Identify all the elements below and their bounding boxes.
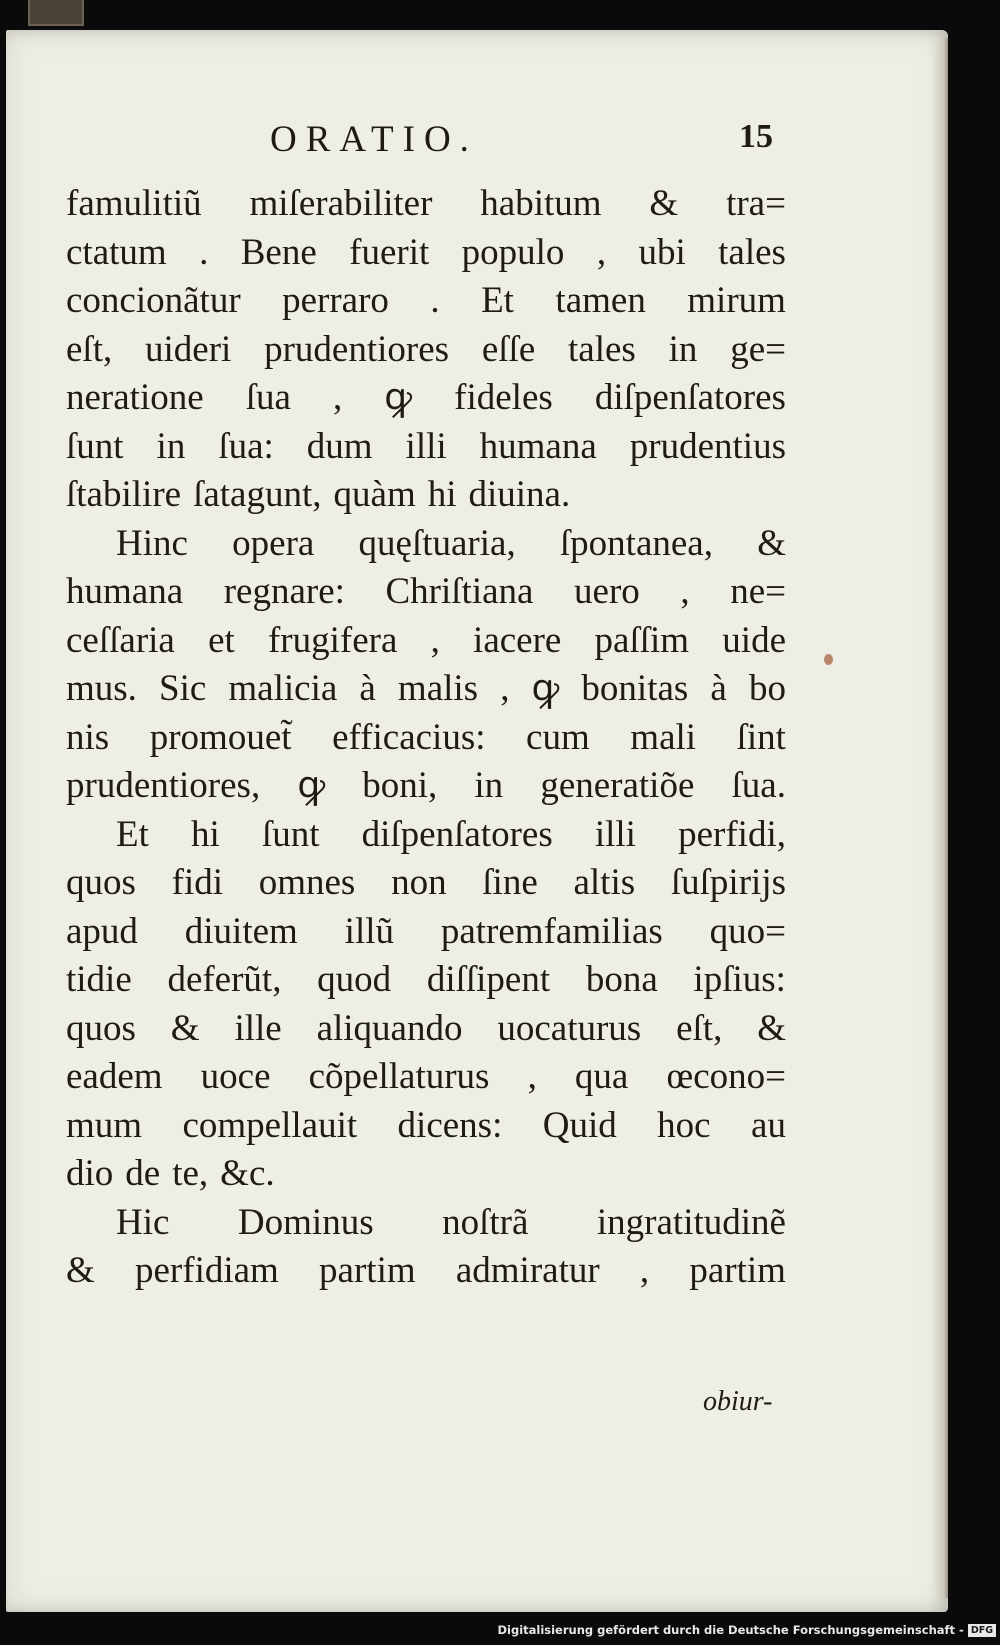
- word: prudentiores,: [66, 765, 261, 806]
- word: Sic: [159, 668, 207, 709]
- word: ge=: [730, 328, 786, 370]
- text-line: [66, 423, 786, 472]
- word: diſpenſatores: [594, 377, 786, 418]
- word: quos: [66, 1007, 136, 1049]
- word: Hinc: [116, 522, 188, 564]
- text-line: [66, 229, 786, 278]
- text-line: [66, 859, 786, 908]
- word: quàm: [333, 474, 416, 515]
- word: ipſius:: [693, 959, 786, 1000]
- word: ,: [332, 377, 343, 418]
- word: neratione: [66, 377, 204, 418]
- word: uide: [722, 619, 786, 661]
- word: à: [359, 668, 376, 709]
- word: Bene: [240, 231, 317, 273]
- word: à: [710, 668, 727, 709]
- text-line: [66, 714, 786, 763]
- word: eadem: [66, 1056, 163, 1097]
- text-line: [66, 326, 786, 375]
- word: partim: [319, 1250, 416, 1291]
- word: ſuſpirijs: [670, 862, 786, 903]
- word: ,: [430, 619, 440, 661]
- word: prudentiores: [264, 328, 450, 370]
- word: diuitem: [184, 910, 298, 952]
- word: non: [391, 862, 447, 903]
- word: humana: [66, 571, 184, 612]
- word: concionãtur: [66, 280, 241, 321]
- text-line: [66, 908, 786, 957]
- word: ubi: [638, 231, 686, 273]
- word: habitum: [480, 183, 602, 224]
- word: &: [170, 1007, 200, 1049]
- word: tidie: [66, 959, 132, 1000]
- word: efficacius:: [332, 716, 486, 758]
- word: ,: [527, 1056, 537, 1097]
- word: miſerabiliter: [249, 183, 433, 224]
- word: quęſtuaria,: [358, 522, 516, 564]
- word: opera: [232, 522, 315, 564]
- word: diſſipent: [426, 959, 551, 1000]
- word: apud: [66, 910, 138, 952]
- word: ſua:: [218, 425, 274, 467]
- word: iacere: [473, 619, 562, 661]
- word: fideles: [454, 377, 553, 418]
- word: illũ: [344, 910, 395, 952]
- word: &: [66, 1250, 95, 1291]
- word: ꝙ: [297, 765, 326, 806]
- word: &: [757, 522, 786, 564]
- catchword: obiur-: [703, 1386, 773, 1417]
- word: malicia: [228, 668, 338, 709]
- word: Dominus: [237, 1201, 374, 1243]
- word: Chriſtiana: [385, 571, 534, 612]
- word: hi: [427, 474, 457, 515]
- word: ſua.: [731, 765, 786, 806]
- word: illi: [405, 425, 447, 467]
- word: Quid: [542, 1104, 617, 1146]
- book-page: [6, 30, 948, 1612]
- word: ſpontanea,: [559, 522, 713, 564]
- text-line: [66, 180, 786, 229]
- footer: [497, 1621, 996, 1639]
- folio-number: 15: [739, 118, 773, 155]
- word: deferũt,: [167, 959, 282, 1000]
- word: aliquando: [316, 1007, 463, 1049]
- word: illi: [594, 813, 636, 855]
- word: malis: [397, 668, 479, 709]
- word: uero: [574, 571, 640, 612]
- word: ille: [234, 1007, 282, 1049]
- word: mum: [66, 1104, 143, 1146]
- word: cõpellaturus: [308, 1056, 490, 1097]
- running-head: ORATIO.: [270, 119, 478, 160]
- word: altis: [573, 862, 636, 903]
- text-line: [66, 1053, 786, 1102]
- text-line: [66, 277, 786, 326]
- word: ꝙ: [384, 377, 413, 418]
- word: fuerit: [349, 231, 430, 273]
- word: patremfamilias: [440, 910, 663, 952]
- text-line: [66, 568, 786, 617]
- ink-spot: [824, 654, 833, 665]
- word: ne=: [730, 571, 786, 612]
- text-line: [66, 1199, 786, 1248]
- word: tales: [568, 328, 636, 370]
- word: te,: [172, 1153, 209, 1194]
- word: mus.: [66, 668, 137, 709]
- word: qua: [574, 1056, 629, 1097]
- word: ſunt: [66, 425, 124, 467]
- text-line: [66, 956, 786, 1005]
- word: œcono=: [666, 1056, 786, 1097]
- word: ceſſaria: [66, 619, 175, 661]
- word: partim: [689, 1250, 786, 1291]
- word: uocaturus: [497, 1007, 642, 1049]
- word: tales: [718, 231, 786, 273]
- text-line: [66, 617, 786, 666]
- word: dio: [66, 1153, 114, 1194]
- word: noſtrã: [442, 1201, 529, 1243]
- word: quo=: [709, 910, 786, 952]
- word: Et: [481, 280, 514, 321]
- word: &: [757, 1007, 786, 1049]
- word: paſſim: [594, 619, 690, 661]
- word: ſatagunt,: [193, 474, 322, 515]
- word: &c.: [220, 1153, 275, 1194]
- word: Et: [116, 813, 149, 855]
- word: ſua: [245, 377, 291, 418]
- word: .: [430, 280, 440, 321]
- text-line: [66, 1102, 786, 1151]
- word: uoce: [200, 1056, 271, 1097]
- word: ꝙ: [531, 668, 560, 709]
- word: perfidiam: [135, 1250, 279, 1291]
- word: admiratur: [455, 1250, 600, 1291]
- text-line: [66, 1005, 786, 1054]
- text-line: [66, 762, 786, 811]
- text-line: [66, 665, 786, 714]
- word: hoc: [657, 1104, 711, 1146]
- word: humana: [479, 425, 597, 467]
- word: tamen: [555, 280, 646, 321]
- word: fidi: [171, 862, 224, 903]
- word: bonitas: [581, 668, 689, 709]
- word: dum: [306, 425, 373, 467]
- word: bona: [585, 959, 658, 1000]
- word: diuina.: [468, 474, 571, 515]
- word: ,: [500, 668, 510, 709]
- word: .: [199, 231, 209, 273]
- word: quos: [66, 862, 136, 903]
- word: ſint: [736, 716, 786, 758]
- word: ſunt: [261, 813, 320, 855]
- word: in: [156, 425, 186, 467]
- word: ,: [596, 231, 607, 273]
- page-header: [6, 118, 948, 168]
- word: quod: [317, 959, 392, 1000]
- word: populo: [461, 231, 565, 273]
- word: ſine: [482, 862, 538, 903]
- body-text: [66, 180, 786, 1296]
- word: prudentius: [629, 425, 786, 467]
- word: omnes: [258, 862, 356, 903]
- word: et: [208, 619, 235, 661]
- text-line: [66, 471, 786, 520]
- footer-credit: Digitalisierung gefördert durch die Deutsche Forschungsgemeinschaft -: [497, 1623, 964, 1637]
- word: perraro: [282, 280, 389, 321]
- page-edge: [934, 38, 948, 1598]
- word: boni,: [362, 765, 438, 806]
- word: mirum: [687, 280, 786, 321]
- word: nis: [66, 716, 110, 758]
- word: bo: [748, 668, 786, 709]
- word: eſt,: [676, 1007, 723, 1049]
- text-line: [66, 811, 786, 860]
- word: de: [125, 1153, 161, 1194]
- word: dicens:: [397, 1104, 503, 1146]
- text-line: [66, 520, 786, 569]
- word: frugifera: [267, 619, 398, 661]
- word: perfidi,: [678, 813, 786, 855]
- word: promouet̃: [149, 716, 292, 758]
- word: tra=: [726, 183, 786, 224]
- word: ingratitudinẽ: [596, 1201, 786, 1243]
- word: &: [649, 183, 679, 224]
- word: eſſe: [481, 328, 536, 370]
- word: diſpenſatores: [361, 813, 553, 855]
- word: ſtabilire: [66, 474, 182, 515]
- word: in: [474, 765, 504, 806]
- word: regnare:: [223, 571, 345, 612]
- word: compellauit: [182, 1104, 358, 1146]
- book-tab: [28, 0, 84, 26]
- word: ,: [680, 571, 690, 612]
- text-line: [66, 374, 786, 423]
- text-line: [66, 1150, 786, 1199]
- word: mali: [630, 716, 697, 758]
- word: hi: [191, 813, 220, 855]
- word: generatiõe: [540, 765, 695, 806]
- word: in: [668, 328, 698, 370]
- word: ctatum: [66, 231, 167, 273]
- word: au: [751, 1104, 786, 1146]
- dfg-logo: DFG: [968, 1624, 996, 1637]
- word: famulitiũ: [66, 183, 202, 224]
- word: Hic: [116, 1201, 170, 1243]
- word: cum: [526, 716, 590, 758]
- text-line: [66, 1247, 786, 1296]
- word: uideri: [145, 328, 232, 370]
- word: eſt,: [66, 328, 113, 370]
- word: ,: [639, 1250, 650, 1291]
